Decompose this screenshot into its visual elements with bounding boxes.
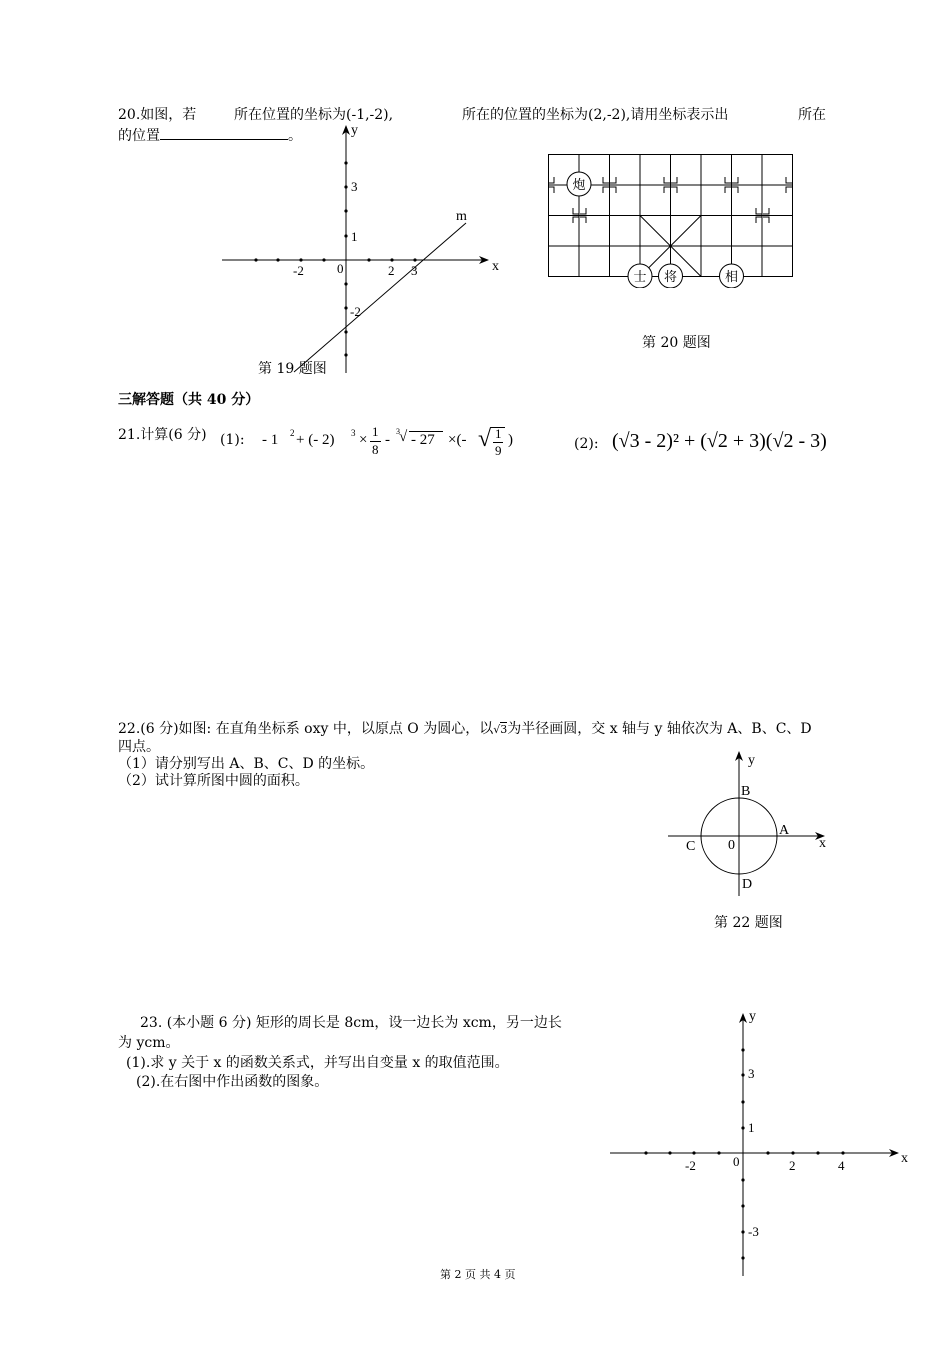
- q23-line1: 23. (本小题 6 分) 矩形的周长是 8cm，设一边长为 xcm，另一边长: [140, 1015, 562, 1031]
- q20-line1-d: 所在: [798, 107, 826, 123]
- x-axis-label: x: [901, 1151, 908, 1166]
- expr-part: ): [508, 432, 513, 448]
- line-m: [294, 223, 466, 372]
- chess-piece-jiang: [659, 264, 683, 288]
- frac-den: 8: [372, 442, 379, 457]
- expr-part: - 1: [262, 432, 279, 448]
- page-footer: 第 2 页 共 4 页: [440, 1268, 516, 1281]
- q23-sub2: (2).在右图中作出函数的图象。: [136, 1074, 329, 1090]
- chess-piece-shi: [628, 264, 652, 288]
- expr-part: ×(-: [448, 432, 467, 448]
- tick-label: 4: [838, 1158, 845, 1173]
- point-a-label: A: [779, 823, 790, 838]
- y-axis-label: y: [351, 123, 358, 138]
- tick-label: 1: [748, 1120, 755, 1135]
- q23-sub1: (1).求 y 关于 x 的函数关系式，并写出自变量 x 的取值范围。: [126, 1055, 509, 1071]
- chess-piece-pao: [567, 172, 591, 196]
- expr-part: + (- 2): [296, 432, 335, 448]
- q22-sub2: （2）试计算所图中圆的面积。: [118, 773, 309, 789]
- q22-line1: [118, 720, 812, 739]
- radical-sign: √: [399, 429, 408, 445]
- piece-label: 炮: [572, 177, 586, 192]
- tick-label: 3: [351, 179, 358, 194]
- frac-num: 1: [372, 424, 379, 439]
- y-axis-label: y: [749, 1009, 756, 1024]
- q23-line2: 为 ycm。: [118, 1035, 180, 1051]
- tick-label: 2: [789, 1158, 796, 1173]
- expr-part: -: [385, 432, 390, 448]
- expr-part: ×: [359, 432, 368, 448]
- x-axis-label: x: [492, 259, 499, 274]
- point-b-label: B: [741, 784, 751, 799]
- point-c-label: C: [686, 839, 696, 854]
- sq-num: 1: [495, 426, 502, 441]
- tick-label: -3: [748, 1224, 759, 1239]
- figure-22-caption: 第 22 题图: [714, 915, 783, 931]
- x-axis-label: x: [819, 836, 826, 851]
- piece-label: 将: [663, 269, 678, 284]
- figure-19-caption: 第 19 题图: [258, 361, 327, 377]
- q20-line1-c: 所在的位置的坐标为(2,-2),请用坐标表示出: [462, 107, 729, 123]
- q22-line1-b: 为半径画圆，交 x 轴与 y 轴依次为 A、B、C、D: [507, 721, 812, 737]
- piece-label: 士: [633, 269, 647, 284]
- tick-label: 0: [733, 1154, 740, 1169]
- cbrt-body: - 27: [411, 432, 435, 448]
- tick-label: 0: [337, 261, 344, 276]
- radical-sign: √: [478, 426, 492, 452]
- figure-20-chess-board: [546, 152, 796, 288]
- origin-label: 0: [728, 838, 735, 853]
- chess-piece-xiang: [720, 264, 744, 288]
- sq-den: 9: [495, 443, 502, 458]
- figure-23-coordinate-plane: [606, 1008, 916, 1280]
- tick-label: 2: [388, 263, 395, 278]
- y-axis-label: y: [748, 753, 755, 768]
- figure-22-circle: [664, 748, 834, 898]
- q22-sub1: （1）请分别写出 A、B、C、D 的坐标。: [118, 756, 375, 772]
- figure-19-coordinate-plane: [220, 118, 510, 378]
- q21-part1-label: (1):: [220, 432, 245, 448]
- q21-part2-label: (2):: [574, 436, 599, 452]
- piece-label: 相: [724, 269, 739, 284]
- q22-line1-a: 22.(6 分)如图: 在直角坐标系 oxy 中，以原点 O 为圆心，以: [118, 721, 494, 737]
- point-d-label: D: [742, 877, 753, 892]
- q21-expression-2: (√3 - 2)² + (√2 + 3)(√2 - 3): [612, 430, 827, 452]
- q22-line2: 四点。: [118, 739, 160, 755]
- q20-line2-end: 。: [288, 128, 302, 144]
- tick-label: 3: [748, 1066, 755, 1081]
- tick-label: -2: [350, 304, 361, 319]
- tick-label: 1: [351, 229, 358, 244]
- tick-label: 3: [411, 263, 418, 278]
- line-m-label: m: [456, 209, 467, 224]
- q20-line2-text: 的位置: [118, 128, 160, 144]
- sqrt3: √3: [493, 723, 508, 736]
- cbrt-index: 3: [396, 427, 400, 436]
- tick-label: -2: [293, 263, 304, 278]
- q20-line1-a: 20.如图，若: [118, 107, 197, 123]
- section-heading: 三解答题（共 40 分）: [118, 392, 260, 408]
- tick-label: -2: [685, 1158, 696, 1173]
- expr-sup: 2: [290, 428, 295, 438]
- figure-20-caption: 第 20 题图: [642, 335, 711, 351]
- expr-sup: 3: [351, 428, 356, 438]
- q20-line1-b: 所在位置的坐标为(-1,-2),: [234, 107, 394, 123]
- q21-label: 21.计算(6 分): [118, 427, 207, 443]
